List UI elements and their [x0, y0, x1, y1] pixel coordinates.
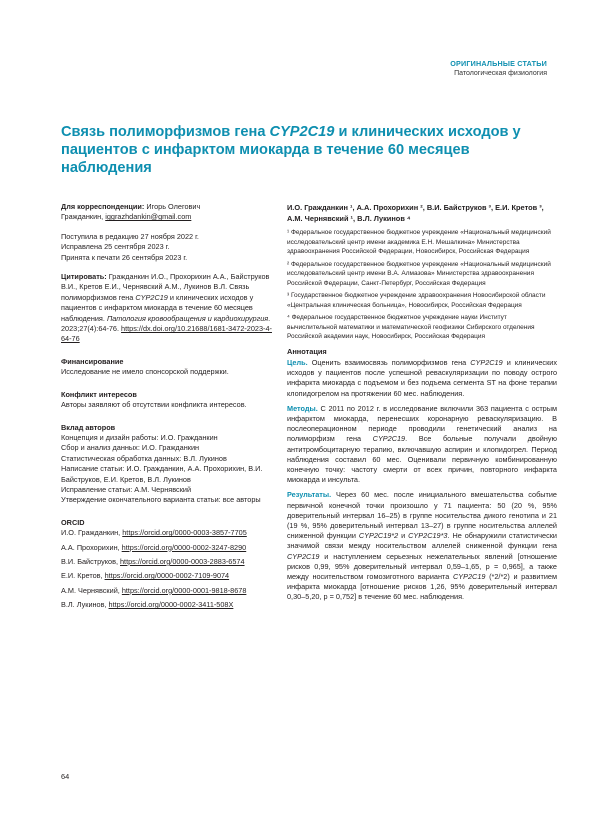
running-header — [450, 59, 547, 77]
abstract-methods: Методы. С 2011 по 2012 г. в исследование включили 363 пациента с острым инфарктом миокарда, перенесших коронарную реваскуляризацию. В послеоперационном периоде проводили генетический анализ на полиморфизм гена CYP2C19. Все больные получали двойную антитромбоцитарную терапию, включавшую аспирин и клопидогрел. Период наблюдения составил 60 мес. Оценивали первичную комбинированную конечную точку: частоту смерти от всех причин, повторного инфаркта миокарда и инсульта. — [287, 403, 557, 485]
conflict-text: Авторы заявляют об отсутствии конфликта интересов. — [61, 400, 247, 410]
author-list: И.О. Гражданкин ¹, А.А. Прохорихин ², В.И. Байструков ³, Е.И. Кретов ³, А.М. Чернявский ¹, В.Л. Лукинов ⁴ — [287, 203, 544, 223]
orcid-link[interactable]: https://orcid.org/0000-0003-2883-6574 — [120, 556, 245, 566]
page-number: 64 — [61, 772, 70, 781]
section-label: ОРИГИНАЛЬНЫЕ СТАТЬИ — [450, 59, 547, 68]
contribution-line: Исправление статьи: А.М. Чернявский — [61, 484, 192, 494]
contribution-line: Концепция и дизайн работы: И.О. Гражданкин — [61, 432, 218, 442]
article-title: Связь полиморфизмов гена CYP2C19 и клинических исходов у пациентов с инфарктом миокарда в течение 60 месяцев наблюдения — [61, 124, 521, 176]
conflict-title: Конфликт интересов — [61, 389, 137, 399]
title-gene: CYP2C19 — [269, 124, 335, 140]
affiliation: ³ Государственное бюджетное учреждение здравоохранения Новосибирской области «Центральная клиническая больница», Новосибирск, Российская Федерация — [287, 292, 546, 309]
affiliation: ² Федеральное государственное бюджетное учреждение «Национальный медицинский исследовательский центр имени В.А. Алмазова» Министерства здравоохранения Российской Федерации, Санкт-Петербург, Российская Федерация — [287, 260, 551, 287]
contribution-line: Утверждение окончательного варианта статьи: все авторы — [61, 495, 261, 505]
funding-text: Исследование не имело спонсорской поддержки. — [61, 367, 229, 377]
correspondence: Для корреспонденции: Игорь Олегович Гражданкин, iggrazhdankin@gmail.com — [61, 202, 201, 222]
abstract-aim: Цель. Оценить взаимосвязь полиморфизмов гена CYP2C19 и клинических исходов у пациентов после успешной реваскуляризации по поводу острого инфаркта миокарда с подъемом и без подъема сегмента ST на фоне терапии клопидогрелом на протяжении 60 мес. наблюдения. — [287, 357, 557, 398]
orcid-title: ORCID — [61, 517, 85, 527]
orcid-entry: Е.И. Кретов, https://orcid.org/0000-0002-7109-9074 — [61, 571, 230, 581]
abstract-results: Результаты. Через 60 мес. после инициального вмешательства событие первичной конечной точки произошло у 71 пациента: 50 (20 %, 95% доверительный интервал 16–25) в группе носительства дикого генотипа и 21 (19 %, 95% доверительный интервал 13–27) в группе носительства аллелей сниженной функции CYP2C19*2 и CYP2C19*3. Не обнаружили статистически значимой связи между носительством аллелей сниженной функции гена CYP2C19 и наступлением серьезных нежелательных явлений [отношение рисков 0,99, 95% доверительный интервал 0,59–1,65, p = 0,965], а также между носительством гомозиготного варианта CYP2C19 (*2/*2) и развитием инфаркта миокарда [отношение рисков 1,26, 95% доверительный интервал 0,30–5,20, p = 0,752] в течение 60 мес. наблюдения. — [287, 490, 557, 602]
orcid-entry: А.А. Прохорихин, https://orcid.org/0000-0002-3247-8290 — [61, 542, 247, 552]
revised-date: Исправлена 25 сентября 2023 г. — [61, 242, 170, 252]
orcid-link[interactable]: https://orcid.org/0000-0003-3857-7705 — [122, 528, 247, 538]
doi-link[interactable]: https://dx.doi.org/10.21688/1681-3472-2023-4-64-76 — [61, 324, 272, 344]
contribution-line: Написание статьи: И.О. Гражданкин, А.А. Прохорихин, В.И. Байструков, Е.И. Кретов, В.Л. Лукинов — [61, 464, 263, 484]
affiliation: ¹ Федеральное государственное бюджетное учреждение «Национальный медицинский исследовательский центр имени академика Е.Н. Мешалкина» Министерства здравоохранения Российской Федерации, Новосибирск, Российская Федерация — [287, 229, 551, 256]
orcid-link[interactable]: https://orcid.org/0000-0002-3247-8290 — [121, 542, 247, 552]
correspondence-email-link[interactable]: iggrazhdankin@gmail.com — [105, 212, 192, 222]
abstract-title: Аннотация — [287, 346, 327, 356]
right-column — [287, 203, 557, 608]
orcid-link[interactable]: https://orcid.org/0000-0002-3411-508X — [108, 600, 234, 610]
left-column — [61, 202, 274, 615]
orcid-entry: И.О. Гражданкин, https://orcid.org/0000-0003-3857-7705 — [61, 528, 247, 538]
funding-title: Финансирование — [61, 356, 124, 366]
contribution-line: Сбор и анализ данных: И.О. Гражданкин — [61, 443, 200, 453]
orcid-link[interactable]: https://orcid.org/0000-0002-7109-9074 — [104, 571, 230, 581]
orcid-link[interactable]: https://orcid.org/0000-0001-9818-8678 — [121, 585, 247, 595]
subsection-label: Патологическая физиология — [454, 70, 547, 77]
citation: Цитировать: Гражданкин И.О., Прохорихин А.А., Байструков В.И., Кретов Е.И., Чернявский А.М., Лукинов В.Л. Связь полиморфизмов гена CYP2C19 и клинических исходов у пациентов с инфарктом миокарда в течение 60 месяцев наблюдения. Патология кровообращения и кардиохирургия. 2023;27(4):64-76. https://dx.doi.org/10.21688/1681-3472-2023-4-64-76 — [61, 272, 272, 344]
contributions-title: Вклад авторов — [61, 422, 116, 432]
received-date: Поступила в редакцию 27 ноября 2022 г. — [61, 231, 199, 241]
orcid-entry: А.М. Чернявский, https://orcid.org/0000-0001-9818-8678 — [61, 585, 247, 595]
affiliation: ⁴ Федеральное государственное бюджетное учреждение науки Институт вычислительной математики и математической геофизики Сибирского отделения Российской академии наук, Новосибирск, Российская Федерация — [287, 314, 535, 341]
orcid-entry: В.Л. Лукинов, https://orcid.org/0000-0002-3411-508X — [61, 600, 234, 610]
orcid-entry: В.И. Байструков, https://orcid.org/0000-0003-2883-6574 — [61, 556, 245, 566]
accepted-date: Принята к печати 26 сентября 2023 г. — [61, 252, 188, 262]
contribution-line: Статистическая обработка данных: В.Л. Лукинов — [61, 453, 227, 463]
